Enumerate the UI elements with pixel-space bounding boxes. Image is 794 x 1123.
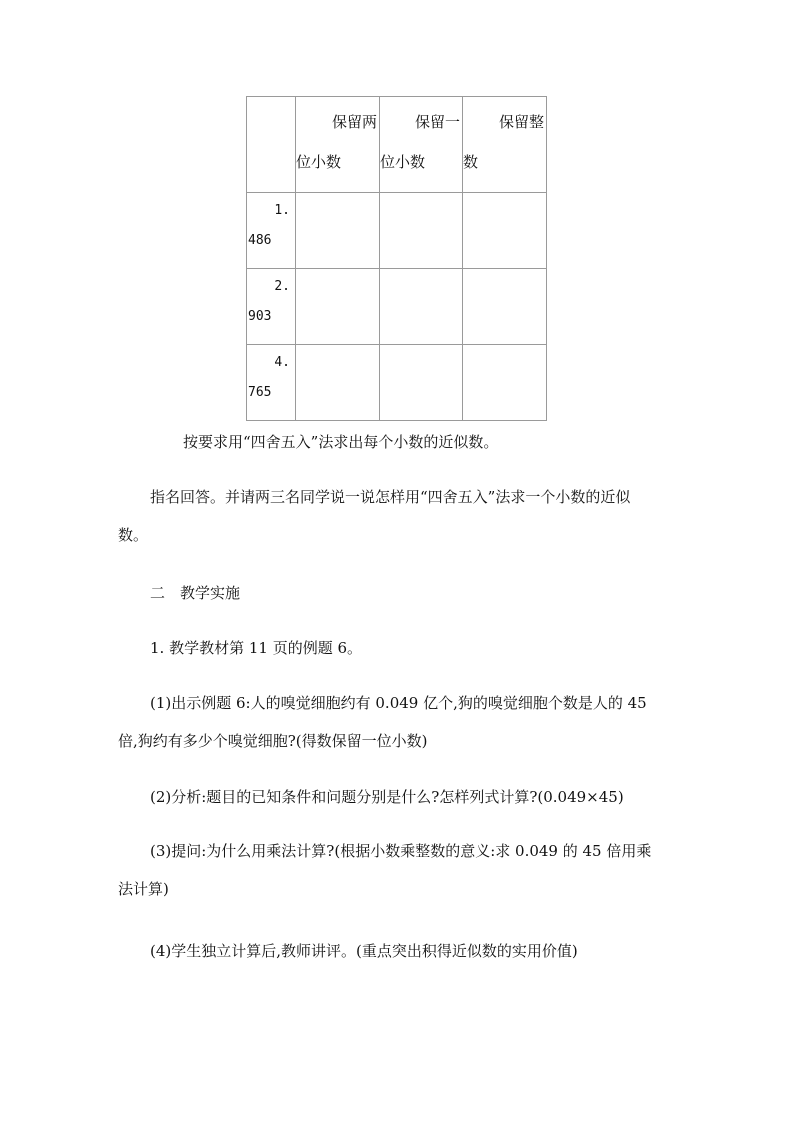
list-item: (4)学生独立计算后,教师讲评。(重点突出积得近似数的实用价值) (150, 942, 578, 960)
number-integer-part: 1. (274, 203, 290, 218)
list-item-line2: 倍,狗约有多少个嗅觉细胞?(得数保留一位小数) (118, 732, 428, 750)
section-heading: 二 教学实施 (150, 584, 241, 602)
answer-cell (296, 269, 380, 345)
list-item (118, 693, 647, 751)
answer-cell (296, 345, 380, 421)
table-row (247, 193, 547, 269)
row-number-cell (247, 269, 296, 345)
answer-paragraph (118, 487, 631, 545)
header-label-line2: 位小数 (380, 153, 426, 171)
header-integer (463, 97, 547, 193)
instruction-paragraph: 按要求用“四舍五入”法求出每个小数的近似数。 (183, 433, 499, 451)
number-decimal-part: 486 (248, 233, 272, 248)
list-item (118, 841, 652, 899)
answer-cell (463, 345, 547, 421)
number-integer-part: 2. (274, 279, 290, 294)
table-corner-cell (247, 97, 296, 193)
table-row (247, 269, 547, 345)
list-item: 1. 教学教材第 11 页的例题 6。 (150, 639, 363, 657)
number-decimal-part: 903 (248, 309, 272, 324)
header-label-line1: 保留两 (331, 113, 377, 131)
header-label-line2: 数 (463, 153, 479, 171)
list-item-line2: 法计算) (118, 880, 169, 898)
answer-paragraph-line2: 数。 (118, 526, 149, 544)
header-label-line1: 保留一 (414, 113, 460, 131)
answer-cell (380, 345, 463, 421)
header-one-decimal (380, 97, 463, 193)
approximation-table (246, 96, 547, 421)
header-two-decimals (296, 97, 380, 193)
answer-cell (296, 193, 380, 269)
answer-cell (380, 269, 463, 345)
number-integer-part: 4. (274, 355, 290, 370)
number-decimal-part: 765 (248, 385, 272, 400)
header-label-line1: 保留整 (498, 113, 544, 131)
table-row (247, 345, 547, 421)
header-label-line2: 位小数 (296, 153, 342, 171)
list-item-line1: (1)出示例题 6:人的嗅觉细胞约有 0.049 亿个,狗的嗅觉细胞个数是人的 45 (150, 694, 647, 712)
row-number-cell (247, 345, 296, 421)
list-item-line1: (3)提问:为什么用乘法计算?(根据小数乘整数的意义:求 0.049 的 45 倍用乘 (150, 842, 652, 860)
answer-cell (463, 269, 547, 345)
answer-cell (380, 193, 463, 269)
table-header-row (247, 97, 547, 193)
list-item: (2)分析:题目的已知条件和问题分别是什么?怎样列式计算?(0.049×45) (150, 788, 624, 806)
row-number-cell (247, 193, 296, 269)
answer-paragraph-line1: 指名回答。并请两三名同学说一说怎样用“四舍五入”法求一个小数的近似 (150, 488, 631, 506)
answer-cell (463, 193, 547, 269)
